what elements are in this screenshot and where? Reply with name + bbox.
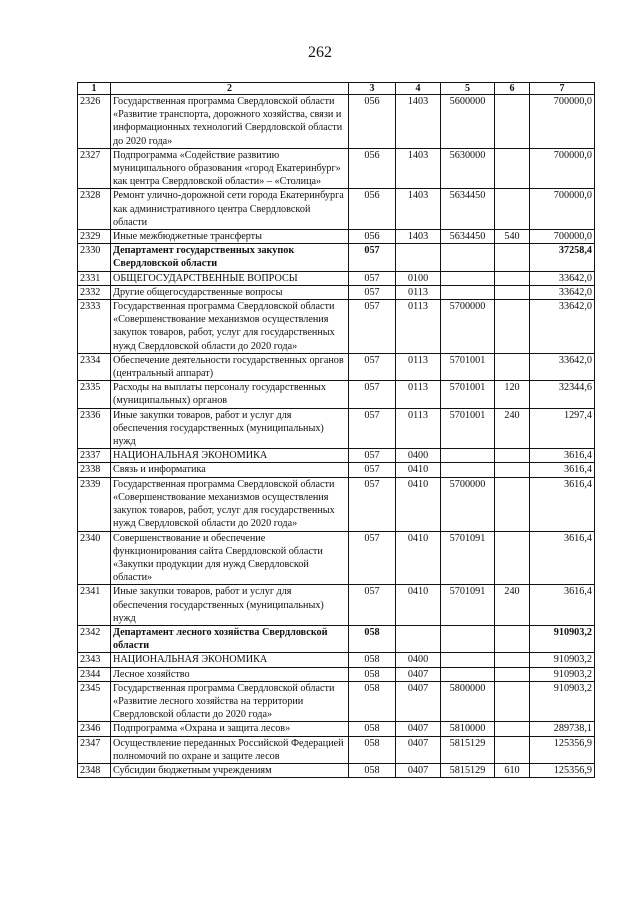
expense-type-cell (495, 625, 530, 652)
ministry-code-cell: 057 (349, 449, 396, 463)
amount-cell: 3616,4 (530, 477, 595, 531)
section-code-cell: 1403 (396, 189, 441, 230)
ministry-code-cell: 058 (349, 667, 396, 681)
amount-cell: 289738,1 (530, 722, 595, 736)
row-number-cell: 2340 (78, 531, 111, 585)
expense-type-cell (495, 681, 530, 722)
section-code-cell (396, 244, 441, 271)
row-name-cell: Ремонт улично-дорожной сети города Екатеринбурга как административного центра Свердловской области (111, 189, 349, 230)
table-row (78, 408, 595, 449)
expense-type-cell (495, 244, 530, 271)
table-row (78, 763, 595, 777)
amount-cell: 3616,4 (530, 585, 595, 626)
ministry-code-cell: 058 (349, 625, 396, 652)
row-number-cell: 2341 (78, 585, 111, 626)
section-code-cell: 1403 (396, 95, 441, 149)
section-code-cell: 0407 (396, 681, 441, 722)
table-row (78, 722, 595, 736)
ministry-code-cell: 057 (349, 408, 396, 449)
section-code-cell: 0407 (396, 722, 441, 736)
row-number-cell: 2339 (78, 477, 111, 531)
ministry-code-cell: 057 (349, 244, 396, 271)
row-number-cell: 2348 (78, 763, 111, 777)
row-name-cell: Иные закупки товаров, работ и услуг для обеспечения государственных (муниципальных) нужд (111, 408, 349, 449)
ministry-code-cell: 057 (349, 585, 396, 626)
target-item-cell: 5701091 (441, 585, 495, 626)
ministry-code-cell: 058 (349, 653, 396, 667)
expense-type-cell: 120 (495, 381, 530, 408)
expense-type-cell (495, 189, 530, 230)
row-number-cell: 2334 (78, 353, 111, 380)
header-row (78, 83, 595, 95)
table-row (78, 477, 595, 531)
table-row (78, 244, 595, 271)
row-number-cell: 2327 (78, 148, 111, 189)
section-code-cell: 0113 (396, 300, 441, 354)
table-row (78, 381, 595, 408)
amount-cell: 910903,2 (530, 667, 595, 681)
section-code-cell: 1403 (396, 230, 441, 244)
column-header: 7 (530, 83, 595, 95)
section-code-cell: 0400 (396, 653, 441, 667)
table-row (78, 681, 595, 722)
amount-cell: 700000,0 (530, 95, 595, 149)
section-code-cell: 0410 (396, 585, 441, 626)
amount-cell: 32344,6 (530, 381, 595, 408)
ministry-code-cell: 058 (349, 722, 396, 736)
section-code-cell: 0113 (396, 381, 441, 408)
table-row (78, 736, 595, 763)
row-name-cell: Обеспечение деятельности государственных органов (центральный аппарат) (111, 353, 349, 380)
row-name-cell: Совершенствование и обеспечение функционирования сайта Свердловской области «Закупки продукции для нужд Свердловской области» (111, 531, 349, 585)
amount-cell: 125356,9 (530, 736, 595, 763)
section-code-cell: 0407 (396, 667, 441, 681)
table-row (78, 189, 595, 230)
table-row (78, 531, 595, 585)
row-number-cell: 2346 (78, 722, 111, 736)
table-row (78, 271, 595, 285)
table-row (78, 667, 595, 681)
table-row (78, 230, 595, 244)
expense-type-cell (495, 722, 530, 736)
expense-type-cell (495, 148, 530, 189)
amount-cell: 910903,2 (530, 625, 595, 652)
expense-type-cell: 240 (495, 408, 530, 449)
section-code-cell: 0410 (396, 477, 441, 531)
row-number-cell: 2326 (78, 95, 111, 149)
table-row (78, 449, 595, 463)
row-number-cell: 2333 (78, 300, 111, 354)
section-code-cell: 0100 (396, 271, 441, 285)
target-item-cell: 5810000 (441, 722, 495, 736)
table-row (78, 625, 595, 652)
row-number-cell: 2347 (78, 736, 111, 763)
target-item-cell: 5701001 (441, 353, 495, 380)
row-name-cell: Иные закупки товаров, работ и услуг для обеспечения государственных (муниципальных) нужд (111, 585, 349, 626)
ministry-code-cell: 058 (349, 736, 396, 763)
target-item-cell: 5815129 (441, 763, 495, 777)
table-row (78, 353, 595, 380)
row-name-cell: Государственная программа Свердловской области «Развитие транспорта, дорожного хозяйства, связи и информационных технологий Свердловской области до 2020 года» (111, 95, 349, 149)
row-name-cell: Департамент государственных закупок Свердловской области (111, 244, 349, 271)
row-number-cell: 2338 (78, 463, 111, 477)
section-code-cell: 0407 (396, 763, 441, 777)
row-number-cell: 2343 (78, 653, 111, 667)
target-item-cell (441, 244, 495, 271)
ministry-code-cell: 057 (349, 463, 396, 477)
row-number-cell: 2344 (78, 667, 111, 681)
expense-type-cell: 540 (495, 230, 530, 244)
section-code-cell (396, 625, 441, 652)
column-header: 5 (441, 83, 495, 95)
expense-type-cell (495, 449, 530, 463)
table-body (78, 95, 595, 778)
column-header: 2 (111, 83, 349, 95)
row-name-cell: Подпрограмма «Охрана и защита лесов» (111, 722, 349, 736)
amount-cell: 125356,9 (530, 763, 595, 777)
amount-cell: 910903,2 (530, 681, 595, 722)
table-row (78, 148, 595, 189)
target-item-cell: 5634450 (441, 230, 495, 244)
ministry-code-cell: 056 (349, 230, 396, 244)
section-code-cell: 0113 (396, 285, 441, 299)
page-number: 262 (308, 44, 332, 61)
target-item-cell (441, 653, 495, 667)
expense-type-cell (495, 531, 530, 585)
target-item-cell (441, 667, 495, 681)
expense-type-cell (495, 736, 530, 763)
row-name-cell: Подпрограмма «Содействие развитию муниципального образования «город Екатеринбург» как центра Свердловской области» – «Столица» (111, 148, 349, 189)
section-code-cell: 0113 (396, 353, 441, 380)
row-name-cell: Субсидии бюджетным учреждениям (111, 763, 349, 777)
column-header: 4 (396, 83, 441, 95)
row-name-cell: Лесное хозяйство (111, 667, 349, 681)
target-item-cell: 5701001 (441, 408, 495, 449)
table-row (78, 463, 595, 477)
target-item-cell (441, 271, 495, 285)
amount-cell: 700000,0 (530, 230, 595, 244)
target-item-cell: 5701091 (441, 531, 495, 585)
amount-cell: 33642,0 (530, 285, 595, 299)
expense-type-cell (495, 463, 530, 477)
table-row (78, 95, 595, 149)
row-name-cell: Государственная программа Свердловской области «Совершенствование механизмов осуществления закупок товаров, работ, услуг для государственных нужд Свердловской области до 2020 года» (111, 477, 349, 531)
row-number-cell: 2331 (78, 271, 111, 285)
expense-type-cell (495, 271, 530, 285)
row-name-cell: Другие общегосударственные вопросы (111, 285, 349, 299)
expense-type-cell: 240 (495, 585, 530, 626)
amount-cell: 1297,4 (530, 408, 595, 449)
row-number-cell: 2345 (78, 681, 111, 722)
row-name-cell: НАЦИОНАЛЬНАЯ ЭКОНОМИКА (111, 449, 349, 463)
section-code-cell: 0113 (396, 408, 441, 449)
row-name-cell: Осуществление переданных Российской Федерацией полномочий по охране и защите лесов (111, 736, 349, 763)
amount-cell: 33642,0 (530, 353, 595, 380)
target-item-cell: 5630000 (441, 148, 495, 189)
row-number-cell: 2328 (78, 189, 111, 230)
expense-type-cell (495, 667, 530, 681)
target-item-cell: 5634450 (441, 189, 495, 230)
row-name-cell: Иные межбюджетные трансферты (111, 230, 349, 244)
row-number-cell: 2336 (78, 408, 111, 449)
ministry-code-cell: 058 (349, 763, 396, 777)
target-item-cell: 5800000 (441, 681, 495, 722)
expense-type-cell: 610 (495, 763, 530, 777)
expense-type-cell (495, 285, 530, 299)
column-header: 1 (78, 83, 111, 95)
amount-cell: 33642,0 (530, 300, 595, 354)
section-code-cell: 0410 (396, 463, 441, 477)
column-header: 3 (349, 83, 396, 95)
target-item-cell: 5815129 (441, 736, 495, 763)
row-name-cell: Департамент лесного хозяйства Свердловской области (111, 625, 349, 652)
target-item-cell: 5700000 (441, 477, 495, 531)
row-name-cell: НАЦИОНАЛЬНАЯ ЭКОНОМИКА (111, 653, 349, 667)
row-number-cell: 2330 (78, 244, 111, 271)
ministry-code-cell: 058 (349, 681, 396, 722)
target-item-cell: 5700000 (441, 300, 495, 354)
ministry-code-cell: 057 (349, 531, 396, 585)
section-code-cell: 0407 (396, 736, 441, 763)
target-item-cell: 5701001 (441, 381, 495, 408)
amount-cell: 37258,4 (530, 244, 595, 271)
row-number-cell: 2329 (78, 230, 111, 244)
table-row (78, 300, 595, 354)
amount-cell: 700000,0 (530, 189, 595, 230)
section-code-cell: 0400 (396, 449, 441, 463)
table-row (78, 585, 595, 626)
expense-type-cell (495, 477, 530, 531)
table-row (78, 653, 595, 667)
target-item-cell: 5600000 (441, 95, 495, 149)
ministry-code-cell: 057 (349, 353, 396, 380)
ministry-code-cell: 057 (349, 271, 396, 285)
ministry-code-cell: 056 (349, 189, 396, 230)
amount-cell: 3616,4 (530, 531, 595, 585)
section-code-cell: 1403 (396, 148, 441, 189)
row-number-cell: 2332 (78, 285, 111, 299)
target-item-cell (441, 449, 495, 463)
ministry-code-cell: 056 (349, 148, 396, 189)
amount-cell: 33642,0 (530, 271, 595, 285)
ministry-code-cell: 057 (349, 477, 396, 531)
amount-cell: 3616,4 (530, 449, 595, 463)
ministry-code-cell: 057 (349, 381, 396, 408)
row-number-cell: 2337 (78, 449, 111, 463)
amount-cell: 910903,2 (530, 653, 595, 667)
row-name-cell: Связь и информатика (111, 463, 349, 477)
expense-type-cell (495, 95, 530, 149)
expense-type-cell (495, 300, 530, 354)
row-number-cell: 2335 (78, 381, 111, 408)
ministry-code-cell: 057 (349, 285, 396, 299)
budget-table (77, 82, 595, 778)
column-header: 6 (495, 83, 530, 95)
amount-cell: 700000,0 (530, 148, 595, 189)
section-code-cell: 0410 (396, 531, 441, 585)
target-item-cell (441, 625, 495, 652)
amount-cell: 3616,4 (530, 463, 595, 477)
table-row (78, 285, 595, 299)
row-number-cell: 2342 (78, 625, 111, 652)
row-name-cell: Расходы на выплаты персоналу государственных (муниципальных) органов (111, 381, 349, 408)
ministry-code-cell: 057 (349, 300, 396, 354)
target-item-cell (441, 285, 495, 299)
row-name-cell: ОБЩЕГОСУДАРСТВЕННЫЕ ВОПРОСЫ (111, 271, 349, 285)
expense-type-cell (495, 653, 530, 667)
row-name-cell: Государственная программа Свердловской области «Развитие лесного хозяйства на территории Свердловской области до 2020 года» (111, 681, 349, 722)
target-item-cell (441, 463, 495, 477)
ministry-code-cell: 056 (349, 95, 396, 149)
row-name-cell: Государственная программа Свердловской области «Совершенствование механизмов осуществления закупок товаров, работ, услуг для государственных нужд Свердловской области до 2020 года» (111, 300, 349, 354)
expense-type-cell (495, 353, 530, 380)
